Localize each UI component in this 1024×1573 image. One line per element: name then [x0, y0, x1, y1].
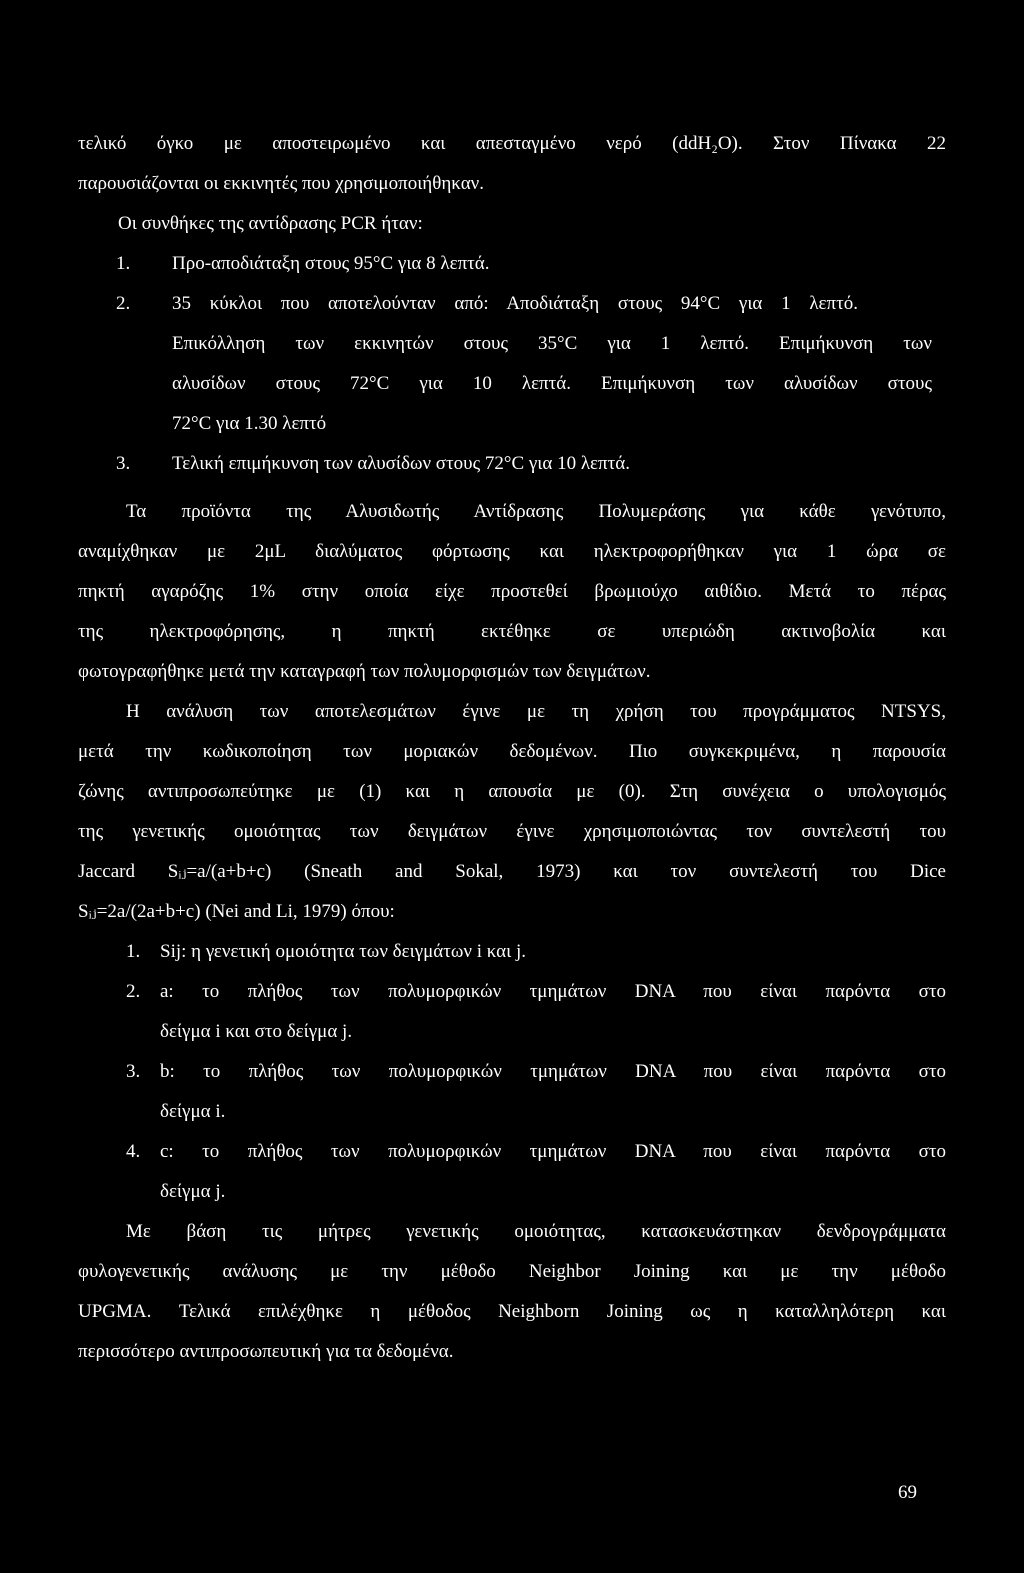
pcr-step-2-line-4: 72°C για 1.30 λεπτό	[172, 413, 327, 434]
pcr-step-2-line-3: αλυσίδων στους 72°C για 10 λεπτά. Επιμήκυνση των αλυσίδων στους	[172, 373, 932, 394]
electrophoresis-line-2: αναμίχθηκαν με 2μL διαλύματος φόρτωσης και ηλεκτροφορήθηκαν για 1 ώρα σε	[78, 541, 946, 562]
dendrograms-line-3: UPGMA. Τελικά επιλέχθηκε η μέθοδος Neighborn Joining ως η καταλληλότερη και	[78, 1301, 946, 1322]
pcr-step-3-text: Τελική επιμήκυνση των αλυσίδων στους 72°C για 10 λεπτά.	[172, 453, 630, 474]
electrophoresis-line-5: φωτογραφήθηκε μετά την καταγραφή των πολυμορφισμών των δειγμάτων.	[78, 661, 651, 682]
document-page	[78, 0, 946, 1573]
definition-3-number: 3.	[126, 1061, 141, 1082]
analysis-line-3: ζώνης αντιπροσωπεύτηκε με (1) και η απουσία με (0). Στη συνέχεια ο υπολογισμός	[78, 781, 946, 802]
dendrograms-line-1: Με βάση τις μήτρες γενετικής ομοιότητας, κατασκευάστηκαν δενδρογράμματα	[126, 1221, 946, 1242]
analysis-line-6: Sᵢⱼ=2a/(2a+b+c) (Nei and Li, 1979) όπου:	[78, 901, 395, 922]
intro-line-2: παρουσιάζονται οι εκκινητές που χρησιμοποιήθηκαν.	[78, 173, 484, 194]
definition-4-number: 4.	[126, 1141, 141, 1162]
definition-2-line-1: a: το πλήθος των πολυμορφικών τμημάτων DNA που είναι παρόντα στο	[160, 981, 946, 1002]
definition-1-number: 1.	[126, 941, 141, 962]
dendrograms-line-2: φυλογενετικής ανάλυσης με την μέθοδο Neighbor Joining και με την μέθοδο	[78, 1261, 946, 1282]
page-number: 69	[898, 1482, 917, 1503]
electrophoresis-line-4: της ηλεκτροφόρησης, η πηκτή εκτέθηκε σε υπεριώδη ακτινοβολία και	[78, 621, 946, 642]
pcr-step-1-number: 1.	[116, 253, 131, 274]
definition-4-line-1: c: το πλήθος των πολυμορφικών τμημάτων DNA που είναι παρόντα στο	[160, 1141, 946, 1162]
pcr-step-2-line-2: Επικόλληση των εκκινητών στους 35°C για 1 λεπτό. Επιμήκυνση των	[172, 333, 932, 354]
definition-3-line-1: b: το πλήθος των πολυμορφικών τμημάτων DNA που είναι παρόντα στο	[160, 1061, 946, 1082]
dendrograms-line-4: περισσότερο αντιπροσωπευτική για τα δεδομένα.	[78, 1341, 454, 1362]
definition-1-text: Sij: η γενετική ομοιότητα των δειγμάτων i και j.	[160, 941, 527, 962]
pcr-conditions-heading: Οι συνθήκες της αντίδρασης PCR ήταν:	[118, 213, 423, 234]
intro-line-1: τελικό όγκο με αποστειρωμένο και απεσταγμένο νερό (ddH₂O). Στον Πίνακα 22	[78, 133, 946, 154]
analysis-line-4: της γενετικής ομοιότητας των δειγμάτων έγινε χρησιμοποιώντας τον συντελεστή του	[78, 821, 946, 842]
definition-4-line-2: δείγμα j.	[160, 1181, 226, 1202]
electrophoresis-line-1: Τα προϊόντα της Αλυσιδωτής Αντίδρασης Πολυμεράσης για κάθε γενότυπο,	[126, 501, 946, 522]
analysis-line-2: μετά την κωδικοποίηση των μοριακών δεδομένων. Πιο συγκεκριμένα, η παρουσία	[78, 741, 946, 762]
definition-2-number: 2.	[126, 981, 141, 1002]
pcr-step-2-number: 2.	[116, 293, 131, 314]
definition-2-line-2: δείγμα i και στο δείγμα j.	[160, 1021, 353, 1042]
pcr-step-3-number: 3.	[116, 453, 131, 474]
electrophoresis-line-3: πηκτή αγαρόζης 1% στην οποία είχε προστεθεί βρωμιούχο αιθίδιο. Μετά το πέρας	[78, 581, 946, 602]
analysis-line-1: Η ανάλυση των αποτελεσμάτων έγινε με τη χρήση του προγράμματος NTSYS,	[126, 701, 946, 722]
definition-3-line-2: δείγμα i.	[160, 1101, 226, 1122]
pcr-step-2-line-1: 35 κύκλοι που αποτελούνταν από: Αποδιάταξη στους 94°C για 1 λεπτό.	[172, 293, 858, 314]
analysis-line-5: Jaccard Sᵢⱼ=a/(a+b+c) (Sneath and Sokal, 1973) και τον συντελεστή του Dice	[78, 861, 946, 882]
pcr-step-1-text: Προ-αποδιάταξη στους 95°C για 8 λεπτά.	[172, 253, 490, 274]
